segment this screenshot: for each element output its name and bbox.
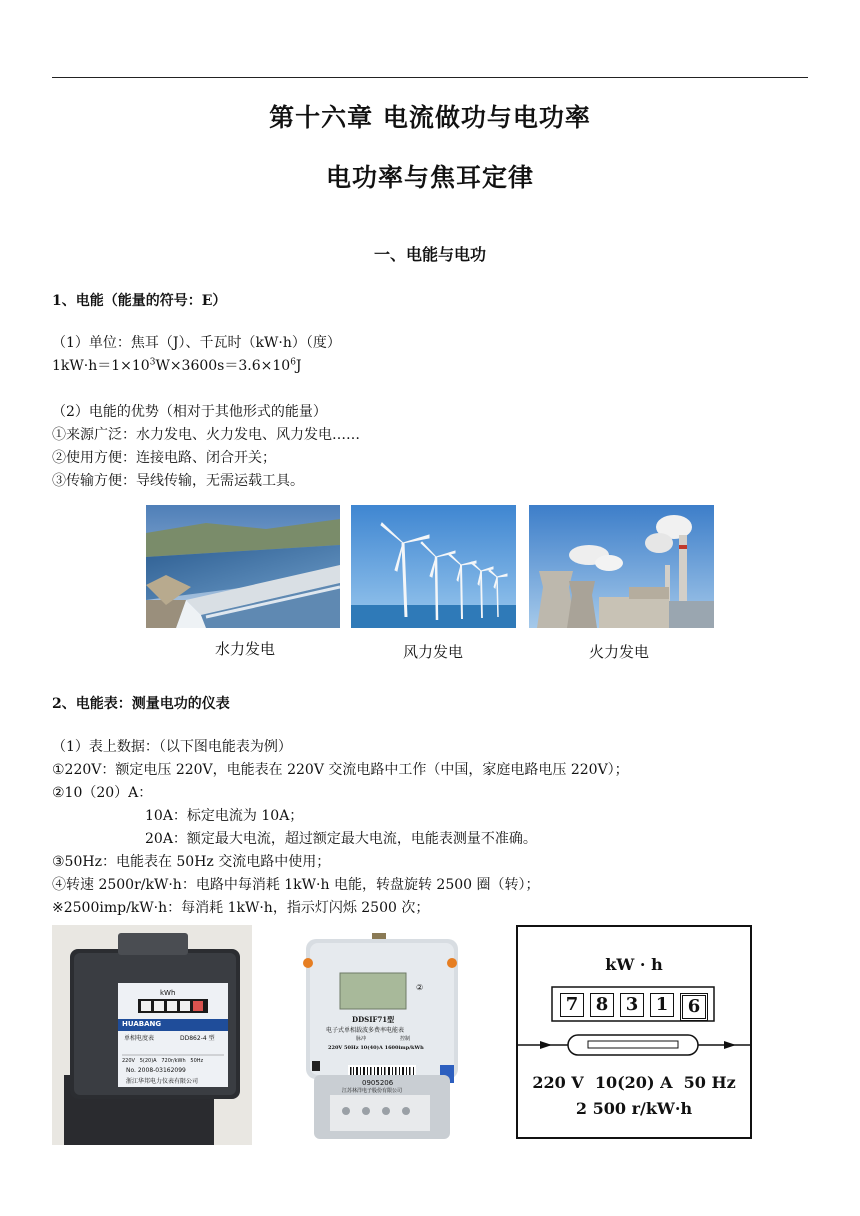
data-title: （1）表上数据：（以下图电能表为例） [52, 739, 292, 755]
section-title: 一、电能与电功 [373, 245, 486, 264]
formula-part-b: W×3600s＝3.6×10 [155, 358, 291, 374]
caption-thermal: 火力发电 [588, 643, 649, 661]
advantage-item: ①来源广泛：水力发电、火力发电、风力发电…… [52, 427, 360, 443]
meter-face-diagram [516, 925, 752, 1139]
meter1-brand: HUABANG [122, 1020, 162, 1028]
meter-data-line: ④转速 2500r/kW·h：电路中每消耗 1kW·h 电能，转盘旋转 2500 圈（转）； [52, 877, 540, 893]
meter-data-line: ③50Hz：电能表在 50Hz 交流电路中使用； [52, 854, 331, 870]
meter2-ind2: 控制 [400, 1036, 411, 1042]
meter2-ind1: 脉冲 [356, 1036, 367, 1042]
meter2-serial: 0905206 [362, 1079, 394, 1087]
meter1-maker: 浙江华邦电力仪表有限公司 [126, 1078, 199, 1085]
header-rule [52, 77, 808, 78]
meter1-model: DD862-4 型 [180, 1035, 215, 1042]
meter-data-line: ②10（20）A： [52, 785, 153, 801]
formula-line [52, 355, 302, 378]
diagram-spec-1: 220 V 10(20) A 50 Hz [532, 1073, 736, 1092]
advantage-item: ③传输方便：导线传输，无需运载工具。 [52, 473, 304, 489]
meter1-specs: 220V 5(20)A 720r/kWh 50Hz [122, 1058, 204, 1064]
meter2-mark: ② [416, 983, 424, 992]
meter2-specs: 220V 50Hz 10(40)A 1600imp/kWh [328, 1045, 424, 1051]
unit-line: （1）单位：焦耳（J）、千瓦时（kW·h）（度） [52, 335, 341, 351]
counter-digit: 1 [650, 993, 674, 1017]
diagram-spec-2: 2 500 r/kW·h [575, 1099, 693, 1118]
hydro-power-photo [146, 505, 340, 628]
item1-heading: 1、电能（能量的符号：E） [52, 293, 227, 309]
meter2-model: DDSIF71型 [352, 1015, 395, 1024]
advantage-item: ②使用方便：连接电路、闭合开关； [52, 450, 276, 466]
electronic-meter-photo [300, 925, 465, 1145]
item2-heading: 2、电能表：测量电功的仪表 [52, 696, 230, 712]
meter1-serial: No. 2008-03162099 [126, 1067, 186, 1074]
wind-power-photo [351, 505, 516, 628]
caption-hydro: 水力发电 [214, 640, 275, 658]
chapter-title: 第十六章 电流做功与电功率 [269, 103, 591, 132]
formula-exp-2: 6 [290, 357, 296, 368]
meter1-unit: kWh [160, 989, 176, 997]
counter-digit: 8 [590, 993, 614, 1017]
meter-sub-line: 20A：额定最大电流，超过额定最大电流，电能表测量不准确。 [145, 831, 537, 847]
meter-data-line: ①220V：额定电压 220V，电能表在 220V 交流电路中工作（中国，家庭电路电压 220V）； [52, 762, 629, 778]
formula-part-a: 1kW·h＝1×10 [52, 358, 150, 374]
diagram-unit: kW · h [605, 955, 663, 974]
counter-digit: 3 [620, 993, 644, 1017]
counter-digit-decimal: 6 [680, 993, 708, 1021]
mechanical-meter-photo [52, 925, 252, 1145]
meter-data-line: ※2500imp/kW·h：每消耗 1kW·h，指示灯闪烁 2500 次； [52, 900, 430, 916]
counter-digit: 7 [560, 993, 584, 1017]
advantages-title: （2）电能的优势（相对于其他形式的能量） [52, 404, 327, 420]
digit-row [560, 993, 708, 1021]
meter1-name: 单相电度表 [124, 1035, 155, 1042]
thermal-power-photo [529, 505, 714, 628]
meter-sub-line: 10A：标定电流为 10A； [145, 808, 304, 824]
formula-part-c: J [295, 358, 302, 374]
meter2-maker: 江苏林洋电子股份有限公司 [342, 1088, 403, 1094]
formula-exp-1: 3 [149, 357, 156, 368]
meter2-name: 电子式单相载波多费率电能表 [326, 1027, 405, 1034]
lesson-title: 电功率与焦耳定律 [325, 163, 534, 192]
caption-wind: 风力发电 [402, 643, 463, 661]
